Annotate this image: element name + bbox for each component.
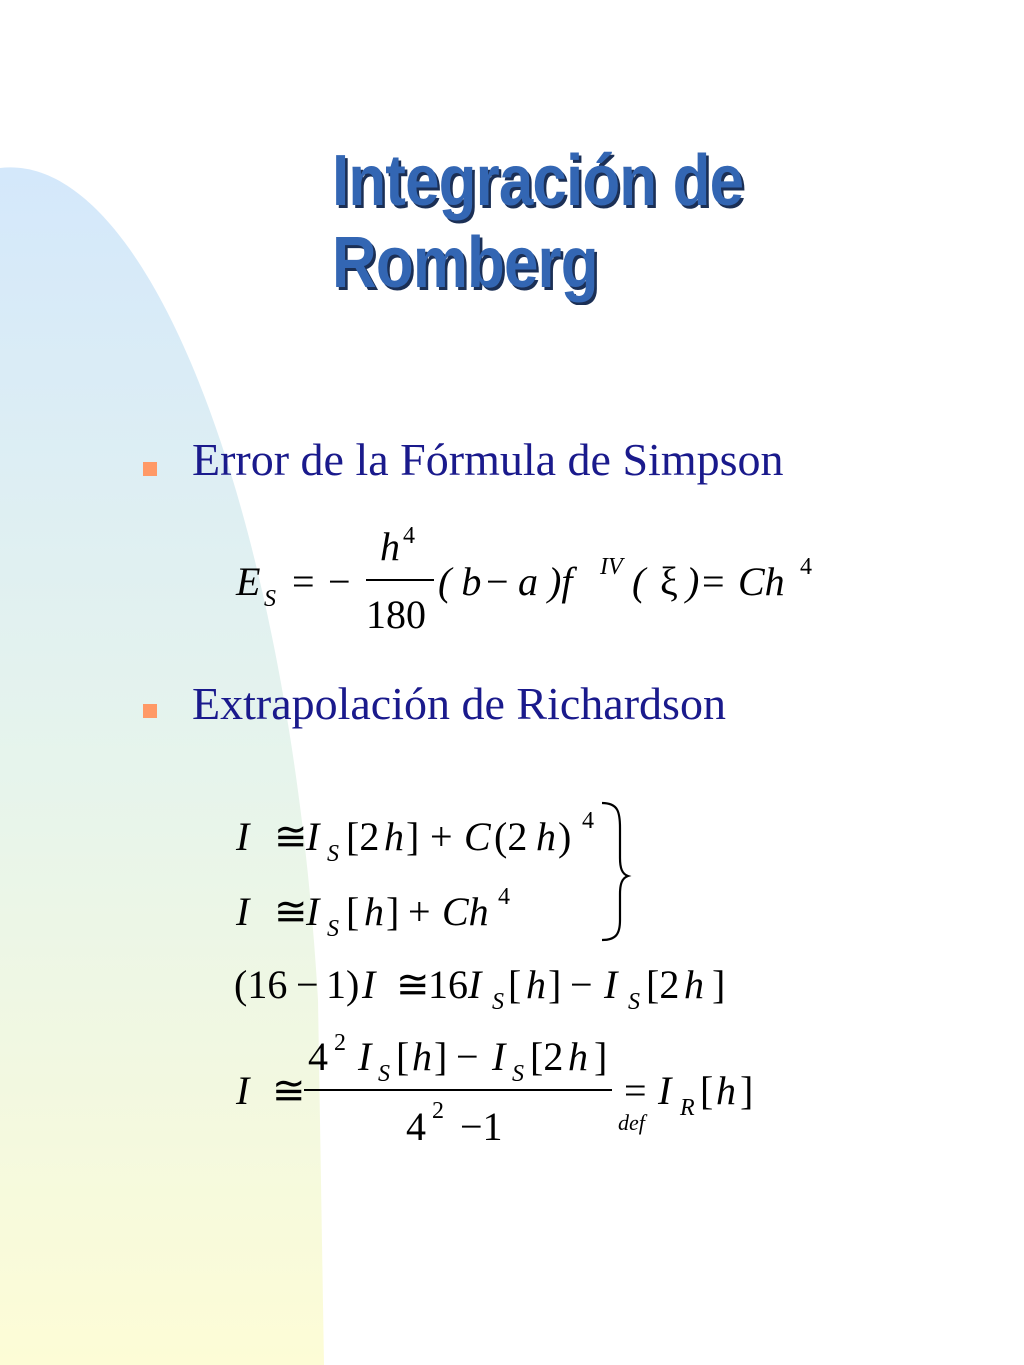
svg-text:4: 4 (498, 884, 510, 910)
svg-text:ξ: ξ (660, 559, 678, 604)
svg-text:S: S (492, 989, 504, 1015)
svg-text:I: I (236, 814, 250, 859)
svg-text:]: ] (434, 1034, 448, 1079)
svg-text:−: − (296, 962, 319, 1007)
svg-text:2: 2 (334, 1030, 346, 1056)
svg-text:−: − (456, 1034, 479, 1079)
bullet-simpson-error: Error de la Fórmula de Simpson (192, 434, 784, 485)
title-line-1: Integración de (332, 141, 744, 221)
svg-text:[2: [2 (646, 962, 680, 1007)
svg-text:I: I (492, 1034, 506, 1079)
svg-text:=: = (702, 559, 725, 604)
svg-text:4: 4 (800, 554, 812, 580)
svg-text:): ) (558, 814, 572, 859)
svg-text:≅: ≅ (396, 962, 430, 1007)
svg-text:1): 1) (326, 962, 360, 1007)
svg-text:S: S (327, 916, 339, 942)
bullet-richardson: Extrapolación de Richardson (192, 678, 726, 729)
svg-text:h: h (568, 1034, 588, 1079)
svg-text:[: [ (346, 889, 360, 934)
svg-text:180: 180 (366, 592, 426, 637)
svg-text:I: I (236, 889, 250, 934)
svg-text:[2: [2 (346, 814, 380, 859)
svg-text:I: I (468, 962, 482, 1007)
svg-text:4: 4 (582, 808, 594, 834)
svg-text:C: C (464, 814, 491, 859)
svg-text:[2: [2 (530, 1034, 564, 1079)
svg-text:h: h (684, 962, 704, 1007)
title-line-2: Romberg (332, 223, 598, 303)
svg-text:≅: ≅ (274, 889, 308, 934)
svg-text:]: ] (712, 962, 726, 1007)
svg-text:≅: ≅ (274, 814, 308, 859)
svg-text:S: S (628, 989, 640, 1015)
svg-text:I: I (358, 1034, 372, 1079)
svg-text:]: ] (740, 1068, 754, 1113)
svg-text:I: I (306, 889, 320, 934)
svg-text:−1: −1 (460, 1104, 503, 1149)
svg-text:4: 4 (403, 523, 415, 549)
svg-text:IV: IV (600, 554, 623, 580)
svg-text:16: 16 (428, 962, 468, 1007)
svg-text:]: ] (548, 962, 562, 1007)
svg-text:): ) (686, 559, 700, 604)
svg-text:4: 4 (308, 1034, 328, 1079)
svg-text:[: [ (508, 962, 522, 1007)
svg-text:(16: (16 (234, 962, 288, 1007)
svg-text:h: h (364, 889, 384, 934)
svg-text:I: I (306, 814, 320, 859)
svg-text:=: = (624, 1068, 647, 1113)
svg-text:def: def (618, 1110, 645, 1135)
svg-text:[: [ (700, 1068, 714, 1113)
svg-text:h: h (716, 1068, 736, 1113)
svg-text:]: ] (406, 814, 420, 859)
svg-text:h: h (412, 1034, 432, 1079)
svg-text:4: 4 (406, 1104, 426, 1149)
svg-text:S: S (327, 841, 339, 867)
svg-text:−: − (486, 559, 509, 604)
svg-text:I: I (236, 1068, 250, 1113)
svg-text:+: + (408, 889, 431, 934)
svg-text:Ch: Ch (738, 559, 785, 604)
svg-text:−: − (570, 962, 593, 1007)
svg-text:I: I (362, 962, 376, 1007)
svg-text:≅: ≅ (272, 1068, 306, 1113)
svg-text:=: = (292, 559, 315, 604)
right-brace (602, 803, 628, 940)
svg-text:I: I (604, 962, 618, 1007)
svg-text:[: [ (396, 1034, 410, 1079)
svg-text:E: E (236, 559, 261, 604)
svg-text:2: 2 (432, 1098, 444, 1124)
svg-text:+: + (430, 814, 453, 859)
svg-text:h: h (384, 814, 404, 859)
svg-text:(: ( (632, 559, 646, 604)
formula-richardson-line-2 (235, 884, 510, 942)
formula-simpson-error (235, 523, 812, 637)
formula-richardson-line-1 (235, 808, 594, 867)
svg-text:h: h (526, 962, 546, 1007)
formula-richardson-line-3 (234, 962, 725, 1015)
svg-text:a )f: a )f (518, 559, 573, 604)
svg-text:S: S (378, 1061, 390, 1087)
svg-text:]: ] (594, 1034, 608, 1079)
svg-text:S: S (264, 586, 276, 612)
svg-text:R: R (680, 1095, 695, 1121)
svg-text:Ch: Ch (442, 889, 489, 934)
svg-text:−: − (328, 559, 351, 604)
formula-romberg (235, 1030, 753, 1149)
svg-text:( b: ( b (438, 559, 482, 604)
svg-text:I: I (658, 1068, 672, 1113)
svg-text:h: h (380, 524, 400, 569)
svg-text:S: S (512, 1061, 524, 1087)
svg-text:h: h (536, 814, 556, 859)
svg-text:]: ] (386, 889, 400, 934)
svg-text:(2: (2 (494, 814, 528, 859)
